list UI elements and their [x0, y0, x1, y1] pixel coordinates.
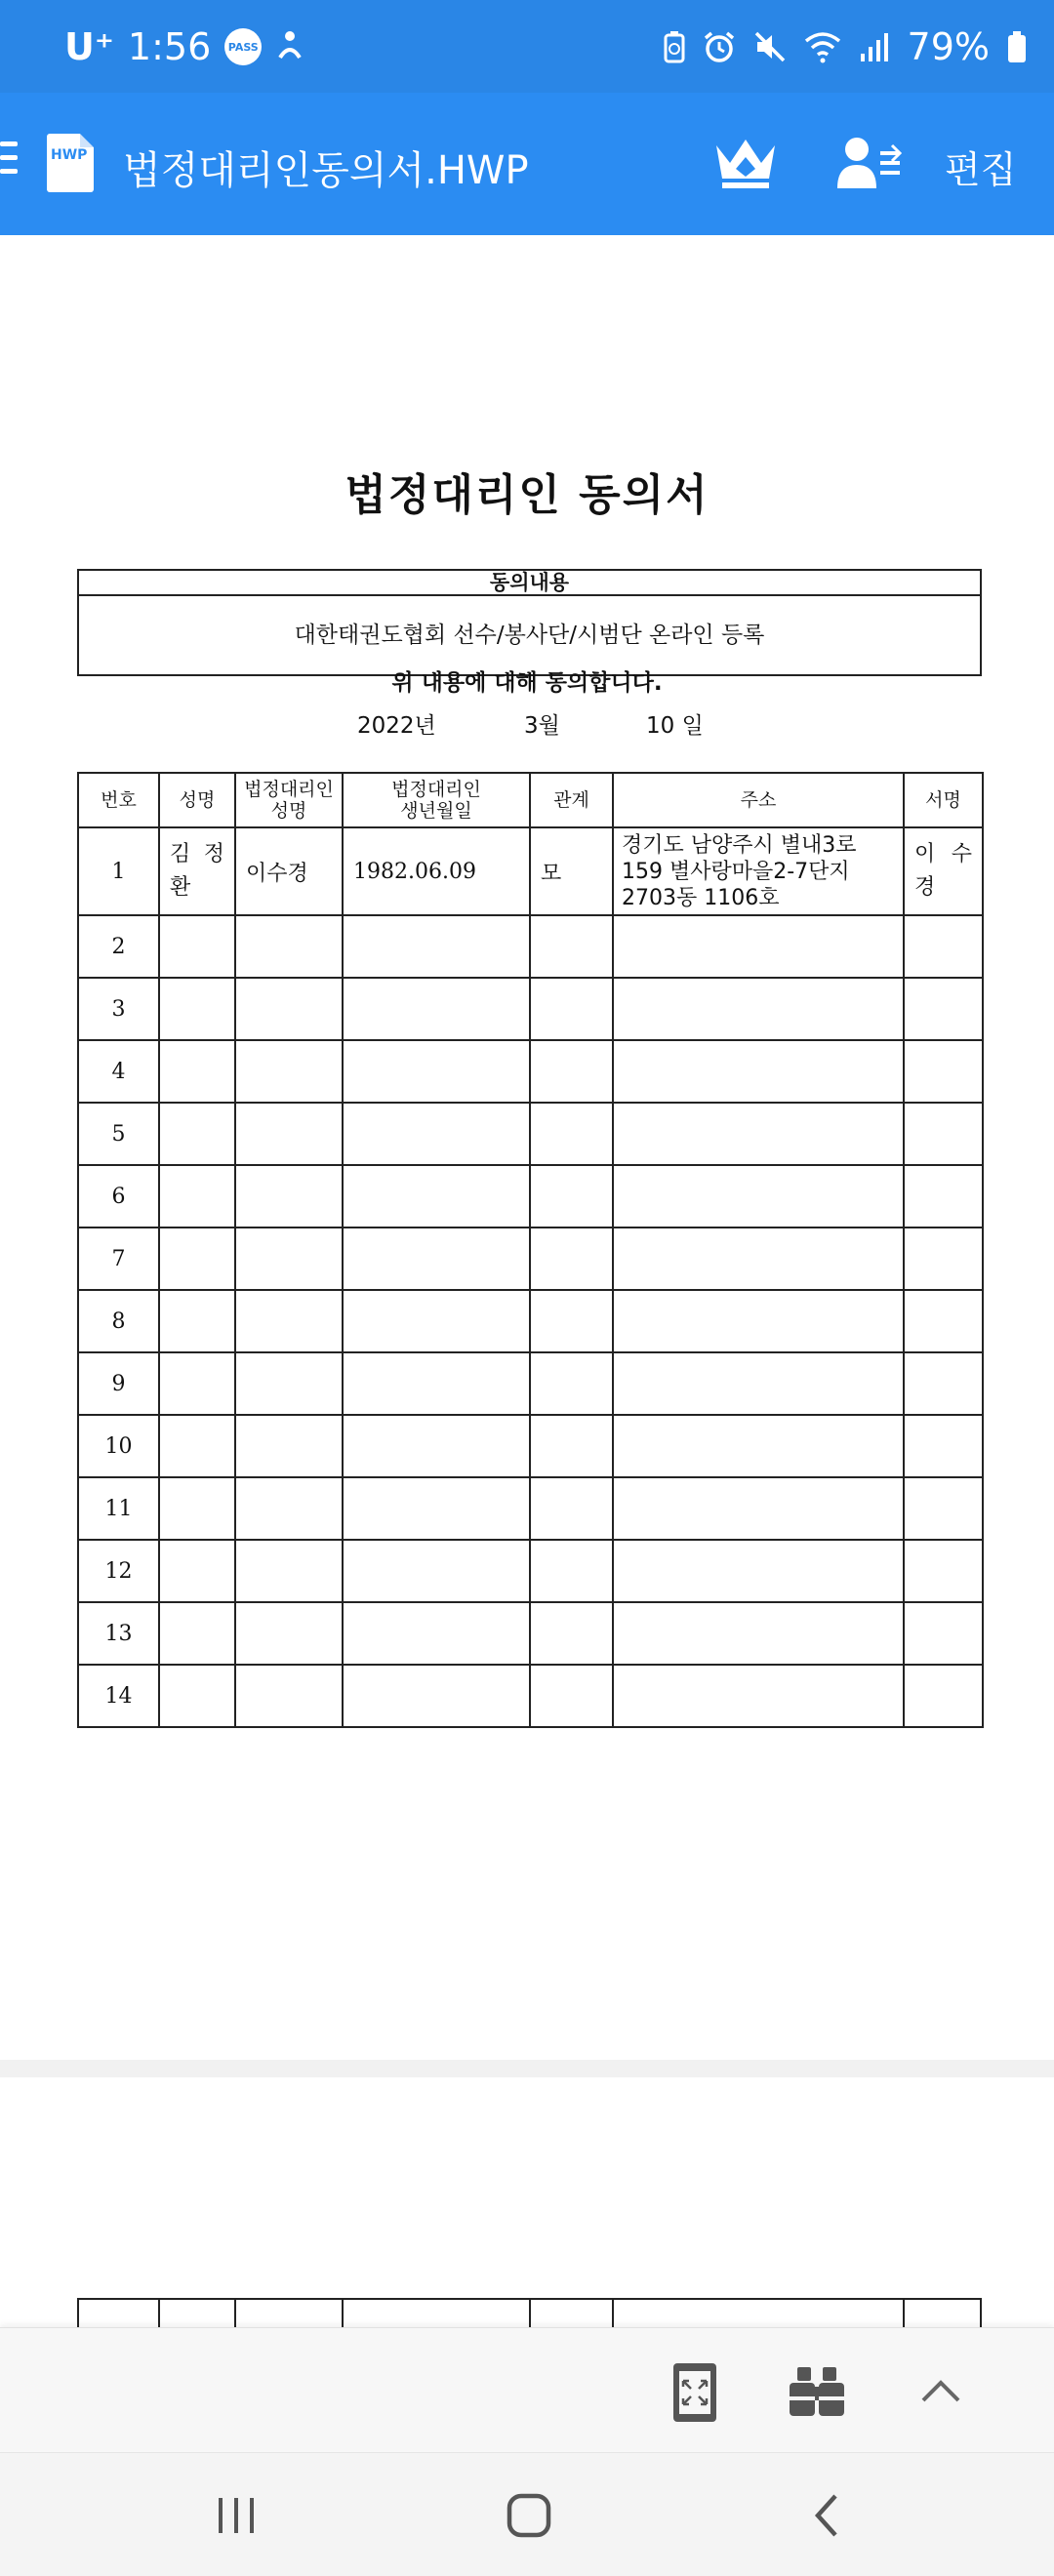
column-header-guardian-birth: 법정대리인 생년월일: [343, 773, 530, 827]
document-page[interactable]: [0, 235, 1054, 2060]
cell-row-number: 8: [78, 1290, 159, 1352]
mute-icon: [753, 30, 787, 63]
cell-applicant-name: [159, 1165, 235, 1228]
cell-signature: [904, 1665, 983, 1727]
document-title: 법정대리인동의서.HWP: [123, 148, 529, 193]
table-row: [78, 1352, 983, 1415]
cell-guardian-name: [235, 978, 343, 1040]
table-row: [78, 1228, 983, 1290]
cell-guardian-name: [235, 1040, 343, 1103]
cell-applicant-name: [159, 1103, 235, 1165]
cell-signature: [904, 1477, 983, 1540]
table-row: [78, 1040, 983, 1103]
table-row: [78, 1103, 983, 1165]
cell-address: [613, 1665, 904, 1727]
table-row: [78, 1290, 983, 1352]
cell-relation: [530, 1352, 613, 1415]
next-page-table: [77, 2298, 982, 2331]
column-header-relation: 관계: [530, 773, 613, 827]
cell-signature: [904, 1228, 983, 1290]
cell-relation: [530, 1477, 613, 1540]
cell-applicant-name: [159, 1665, 235, 1727]
column-header-name: 성명: [159, 773, 235, 827]
table-row: [78, 915, 983, 978]
cell-guardian-name: [235, 1602, 343, 1665]
cell-guardian-birthdate: [343, 1540, 530, 1602]
cell-guardian-birthdate: [343, 1352, 530, 1415]
cell-row-number: 13: [78, 1602, 159, 1665]
cell-applicant-name: [159, 915, 235, 978]
cell-applicant-name: [159, 978, 235, 1040]
cell-address: 경기도 남양주시 별내3로 159 별사랑마을2-7단지 2703동 1106호: [613, 827, 904, 915]
bottom-toolbar: [0, 2327, 1054, 2452]
cell-guardian-name: [235, 1352, 343, 1415]
carrier-label: U⁺: [64, 25, 114, 68]
status-bar: [0, 0, 1054, 93]
consent-body: 대한태권도협회 선수/봉사단/시범단 온라인 등록: [294, 623, 765, 648]
cell-address: [613, 1477, 904, 1540]
menu-icon[interactable]: [0, 141, 18, 184]
wifi-icon: [804, 30, 841, 63]
binoculars-icon[interactable]: [786, 2361, 848, 2424]
hwp-file-label: HWP: [51, 147, 88, 163]
chevron-up-icon[interactable]: [910, 2361, 972, 2424]
cell-relation: [530, 915, 613, 978]
cell-address: [613, 1415, 904, 1477]
cell-address: [613, 1540, 904, 1602]
cell-guardian-birthdate: [343, 978, 530, 1040]
cell-applicant-name: [159, 1602, 235, 1665]
cell-row-number: 9: [78, 1352, 159, 1415]
cell-applicant-name: [159, 1040, 235, 1103]
cell-address: [613, 1165, 904, 1228]
status-left: [64, 27, 304, 66]
cell-row-number: 4: [78, 1040, 159, 1103]
table-header-row: [78, 773, 983, 827]
column-header-guardian-name: 법정대리인 성명: [235, 773, 343, 827]
cell-relation: [530, 1228, 613, 1290]
notification-icon: [275, 28, 304, 65]
edit-button[interactable]: 편집: [945, 140, 1016, 193]
table-row: [78, 1477, 983, 1540]
column-header-number: 번호: [78, 773, 159, 827]
cell-row-number: 3: [78, 978, 159, 1040]
cell-guardian-birthdate: 1982.06.09: [343, 827, 530, 915]
column-header-address: 주소: [613, 773, 904, 827]
hwp-file-icon: [47, 134, 94, 192]
pass-badge: PASS: [224, 28, 262, 65]
cell-applicant-name: [159, 1415, 235, 1477]
guardian-table: [77, 772, 984, 1728]
cell-signature: 이 수 경: [904, 827, 983, 915]
cell-guardian-name: [235, 1477, 343, 1540]
cell-address: [613, 1103, 904, 1165]
cell-address: [613, 1040, 904, 1103]
home-icon[interactable]: [500, 2486, 558, 2545]
cell-row-number: 11: [78, 1477, 159, 1540]
cell-applicant-name: [159, 1290, 235, 1352]
table-row: [78, 1602, 983, 1665]
cell-guardian-birthdate: [343, 1477, 530, 1540]
cell-guardian-birthdate: [343, 1040, 530, 1103]
status-time: 1:56: [127, 25, 212, 68]
cell-row-number: 7: [78, 1228, 159, 1290]
crown-icon[interactable]: [712, 136, 779, 190]
cell-relation: [530, 1165, 613, 1228]
cell-row-number: 1: [78, 827, 159, 915]
cell-relation: 모: [530, 827, 613, 915]
table-row: [78, 827, 983, 915]
cell-applicant-name: [159, 1477, 235, 1540]
cell-signature: [904, 1040, 983, 1103]
date-day: 10 일: [646, 713, 704, 739]
cell-guardian-birthdate: [343, 1228, 530, 1290]
date-year: 2022년: [357, 713, 436, 739]
cell-signature: [904, 1540, 983, 1602]
cell-guardian-birthdate: [343, 1290, 530, 1352]
document-page-2[interactable]: [0, 2077, 1054, 2331]
cell-guardian-name: [235, 1228, 343, 1290]
cell-row-number: 10: [78, 1415, 159, 1477]
table-row: [78, 978, 983, 1040]
cell-applicant-name: [159, 1352, 235, 1415]
cell-address: [613, 1602, 904, 1665]
cell-applicant-name: [159, 1228, 235, 1290]
cell-applicant-name: 김 정 환: [159, 827, 235, 915]
cell-relation: [530, 1415, 613, 1477]
cell-relation: [530, 1665, 613, 1727]
cell-guardian-name: 이수경: [235, 827, 343, 915]
date-month: 3월: [524, 713, 560, 739]
cell-row-number: 12: [78, 1540, 159, 1602]
navigation-bar: [0, 2452, 1054, 2576]
cell-relation: [530, 1103, 613, 1165]
cell-row-number: 2: [78, 915, 159, 978]
cell-address: [613, 1352, 904, 1415]
battery-icon: [1007, 30, 1027, 63]
cell-signature: [904, 1352, 983, 1415]
recent-apps-icon[interactable]: [207, 2486, 265, 2545]
cell-row-number: 14: [78, 1665, 159, 1727]
back-icon[interactable]: [798, 2486, 857, 2545]
document-heading: 법정대리인 동의서: [345, 470, 709, 520]
cell-guardian-name: [235, 1540, 343, 1602]
share-user-icon[interactable]: [837, 134, 902, 192]
alarm-icon: [703, 30, 736, 63]
table-row: [78, 1165, 983, 1228]
cell-signature: [904, 915, 983, 978]
cell-applicant-name: [159, 1540, 235, 1602]
table-row: [78, 1540, 983, 1602]
consent-box: [77, 569, 982, 676]
cell-signature: [904, 1165, 983, 1228]
cell-guardian-name: [235, 1290, 343, 1352]
cell-guardian-name: [235, 915, 343, 978]
cell-signature: [904, 978, 983, 1040]
battery-percent: 79%: [907, 25, 990, 68]
cell-row-number: 5: [78, 1103, 159, 1165]
status-right: [664, 27, 1027, 66]
cell-guardian-name: [235, 1665, 343, 1727]
fit-screen-icon[interactable]: [664, 2361, 726, 2424]
cell-guardian-birthdate: [343, 1665, 530, 1727]
cell-address: [613, 915, 904, 978]
table-row: [78, 1415, 983, 1477]
cell-row-number: 6: [78, 1165, 159, 1228]
cell-guardian-birthdate: [343, 1415, 530, 1477]
cell-guardian-birthdate: [343, 1602, 530, 1665]
cell-relation: [530, 1040, 613, 1103]
cell-guardian-birthdate: [343, 1103, 530, 1165]
app-header: [0, 93, 1054, 235]
column-header-signature: 서명: [904, 773, 983, 827]
agree-statement: 위 내용에 대해 동의합니다.: [391, 670, 663, 696]
cell-guardian-birthdate: [343, 915, 530, 978]
cell-address: [613, 1228, 904, 1290]
cell-address: [613, 1290, 904, 1352]
cell-address: [613, 978, 904, 1040]
cell-signature: [904, 1103, 983, 1165]
cell-guardian-birthdate: [343, 1165, 530, 1228]
cell-relation: [530, 978, 613, 1040]
table-row: [78, 1665, 983, 1727]
cell-relation: [530, 1290, 613, 1352]
cell-relation: [530, 1602, 613, 1665]
consent-header: 동의내용: [79, 571, 980, 596]
page-separator: [0, 2060, 1054, 2077]
battery-saver-icon: [664, 30, 685, 63]
cell-signature: [904, 1415, 983, 1477]
cell-signature: [904, 1290, 983, 1352]
cell-guardian-name: [235, 1103, 343, 1165]
cell-guardian-name: [235, 1165, 343, 1228]
cell-relation: [530, 1540, 613, 1602]
signal-icon: [859, 30, 890, 63]
cell-signature: [904, 1602, 983, 1665]
cell-guardian-name: [235, 1415, 343, 1477]
